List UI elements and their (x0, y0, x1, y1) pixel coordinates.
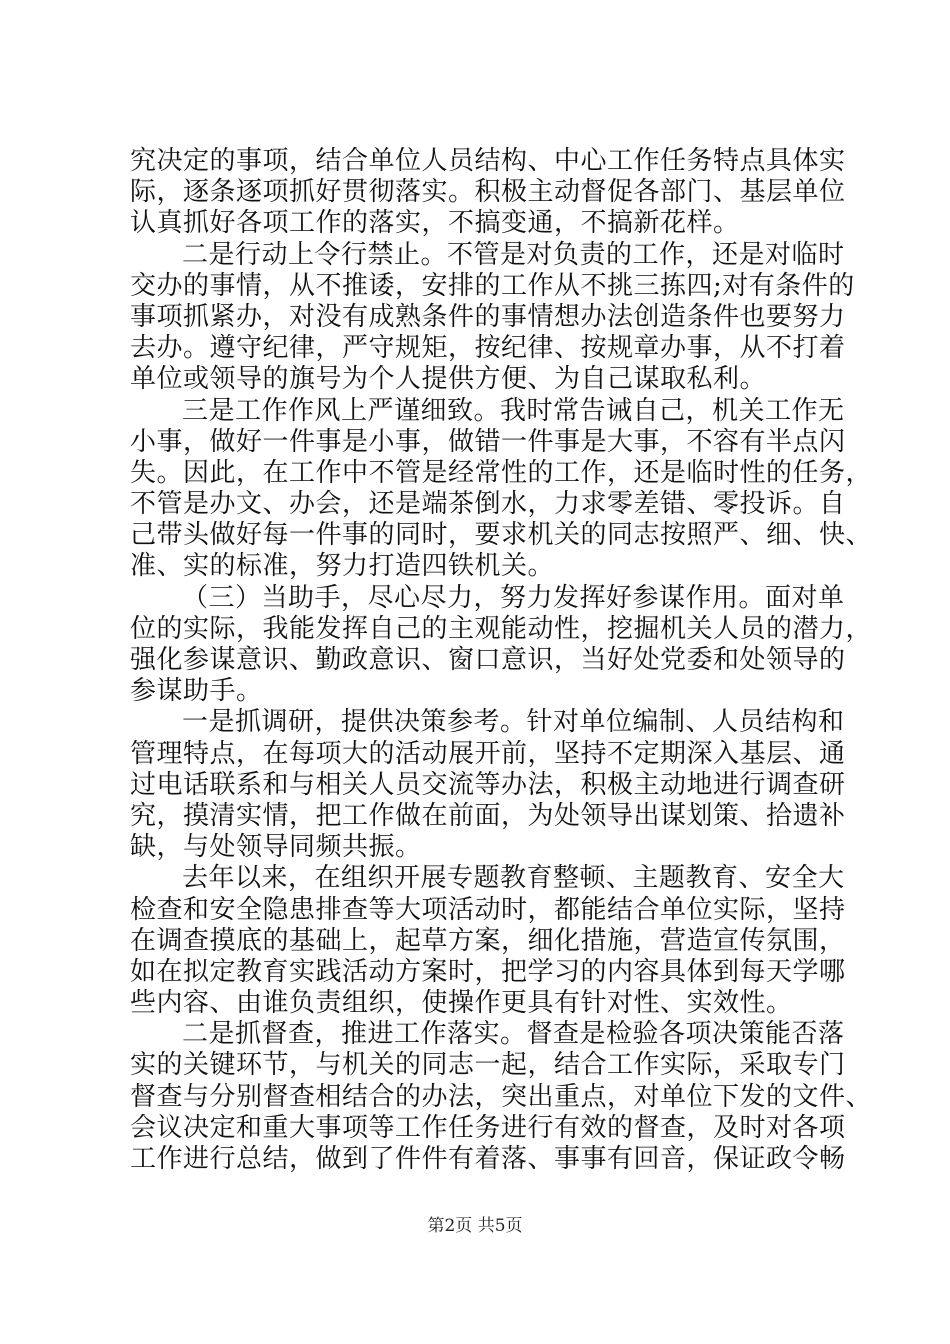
text-line: 交办的事情，从不推诿，安排的工作从不挑三拣四;对有条件的 (130, 270, 855, 301)
text-line: 三是工作作风上严谨细致。我时常告诫自己，机关工作无 (182, 395, 845, 426)
text-line: 管理特点，在每项大的活动展开前，坚持不定期深入基层、通 (130, 738, 846, 769)
text-line: 事项抓紧办，对没有成熟条件的事情想办法创造条件也要努力 (130, 301, 846, 332)
text-line: 位的实际，我能发挥自己的主观能动性，挖掘机关人员的潜力， (130, 613, 873, 644)
text-line: 实的关键环节，与机关的同志一起，结合工作实际，采取专门 (130, 1050, 846, 1081)
text-line: 过电话联系和与相关人员交流等办法，积极主动地进行调查研 (130, 769, 846, 800)
text-line: 会议决定和重大事项等工作任务进行有效的督查，及时对各项 (130, 1112, 846, 1143)
text-line: 去办。遵守纪律，严守规矩，按纪律、按规章办事，从不打着 (130, 333, 846, 364)
text-line: （三）当助手，尽心尽力，努力发挥好参谋作用。面对单 (182, 582, 845, 613)
text-line: 去年以来，在组织开展专题教育整顿、主题教育、安全大 (182, 863, 845, 894)
text-line: 二是行动上令行禁止。不管是对负责的工作，还是对临时 (182, 239, 845, 270)
text-line: 检查和安全隐患排查等大项活动时，都能结合单位实际，坚持 (130, 894, 846, 925)
text-line: 工作进行总结，做到了件件有着落、事事有回音，保证政令畅 (130, 1144, 846, 1174)
text-line: 参谋助手。 (130, 676, 263, 707)
text-line: 不管是办文、办会，还是端茶倒水，力求零差错、零投诉。自 (130, 489, 846, 520)
text-line: 督查与分别督查相结合的办法，突出重点，对单位下发的文件、 (130, 1081, 873, 1112)
text-line: 些内容、由谁负责组织，使操作更具有针对性、实效性。 (130, 988, 793, 1019)
text-line: 小事，做好一件事是小事，做错一件事是大事，不容有半点闪 (130, 426, 846, 457)
text-line: 己带头做好每一件事的同时，要求机关的同志按照严、细、快、 (130, 520, 873, 551)
text-line: 如在拟定教育实践活动方案时，把学习的内容具体到每天学哪 (130, 956, 846, 987)
text-line: 失。因此，在工作中不管是经常性的工作，还是临时性的任务， (130, 457, 873, 488)
text-line: 强化参谋意识、勤政意识、窗口意识，当好处党委和处领导的 (130, 645, 846, 675)
text-line: 缺，与处领导同频共振。 (130, 832, 422, 863)
text-line: 际，逐条逐项抓好贯彻落实。积极主动督促各部门、基层单位 (130, 177, 846, 208)
document-body (130, 146, 873, 1175)
text-line: 认真抓好各项工作的落实，不搞变通，不搞新花样。 (130, 208, 740, 239)
text-line: 二是抓督查，推进工作落实。督查是检验各项决策能否落 (182, 1019, 845, 1050)
text-line: 单位或领导的旗号为个人提供方便、为自己谋取私利。 (130, 364, 767, 395)
text-line: 究，摸清实情，把工作做在前面，为处领导出谋划策、拾遗补 (130, 800, 846, 831)
text-line: 在调查摸底的基础上，起草方案，细化措施，营造宣传氛围， (130, 925, 846, 956)
page-number-footer: 第2页 共5页 (427, 1216, 523, 1236)
text-line: 准、实的标准，努力打造四铁机关。 (130, 551, 555, 582)
text-line: 究决定的事项，结合单位人员结构、中心工作任务特点具体实 (130, 146, 846, 176)
text-line: 一是抓调研，提供决策参考。针对单位编制、人员结构和 (182, 707, 845, 738)
